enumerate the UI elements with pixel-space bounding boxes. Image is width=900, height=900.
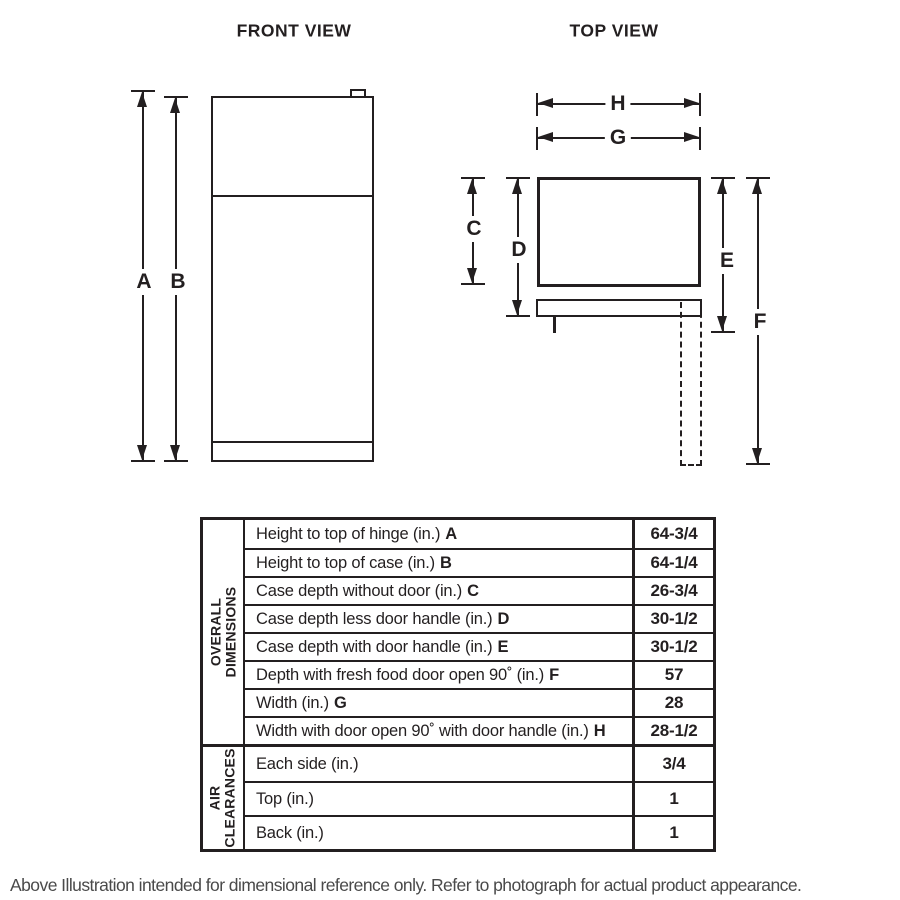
dim-c-cap-bottom xyxy=(461,283,485,285)
row-label: Back (in.) xyxy=(256,823,324,842)
row-label: Top (in.) xyxy=(256,789,314,808)
table-row xyxy=(245,660,713,688)
table-row xyxy=(245,716,713,744)
row-label: Each side (in.) xyxy=(256,754,359,773)
table-row xyxy=(245,747,713,781)
dim-g-bar-right xyxy=(699,127,701,150)
table-row xyxy=(245,688,713,716)
row-dim-letter: A xyxy=(445,524,457,543)
row-dim-letter: B xyxy=(439,553,452,572)
dim-d-cap-bottom xyxy=(506,315,530,317)
top-view-case xyxy=(537,177,701,287)
dim-c-arrowhead-down xyxy=(467,268,477,283)
table-row xyxy=(245,815,713,849)
row-label: Width with door open 90˚ with door handle (in.) xyxy=(256,721,589,740)
dim-g-arrowhead-right xyxy=(684,132,699,142)
table-row xyxy=(245,576,713,604)
row-dim-letter: G xyxy=(333,693,347,712)
row-dim-letter: E xyxy=(497,637,509,656)
dim-f-label: F xyxy=(749,309,772,335)
footer-disclaimer: Above Illustration intended for dimensional reference only. Refer to photograph for actual product appearance. xyxy=(10,875,802,895)
dim-a-label: A xyxy=(131,269,156,295)
dim-e-arrowhead-down xyxy=(717,316,727,331)
row-value: 30-1/2 xyxy=(632,606,713,632)
table-row xyxy=(245,604,713,632)
row-label: Case depth without door (in.) xyxy=(256,581,463,600)
air-clearances-header xyxy=(203,747,245,849)
dim-g-label: G xyxy=(605,125,631,151)
dim-b-label: B xyxy=(165,269,190,295)
dim-d-arrowhead-up xyxy=(512,179,522,194)
dim-h-arrowhead-left xyxy=(538,98,553,108)
dim-e-label: E xyxy=(715,248,739,274)
row-dim-letter: H xyxy=(593,721,606,740)
row-label: Case depth with door handle (in.) xyxy=(256,637,493,656)
dim-c-arrowhead-up xyxy=(467,179,477,194)
dim-f-arrowhead-down xyxy=(752,448,762,463)
open-door-dashed-outline xyxy=(680,302,702,466)
air-clearances-section xyxy=(203,744,713,849)
dim-b-arrowhead-down xyxy=(170,445,180,460)
dim-f-arrowhead-up xyxy=(752,179,762,194)
row-value: 28-1/2 xyxy=(632,718,713,744)
fridge-outline xyxy=(211,96,374,462)
row-dim-letter: F xyxy=(549,665,559,684)
row-label: Width (in.) xyxy=(256,693,329,712)
overall-dimensions-section xyxy=(203,520,713,744)
row-label: Height to top of case (in.) xyxy=(256,553,435,572)
dim-b-arrowhead-up xyxy=(170,98,180,113)
row-value: 30-1/2 xyxy=(632,634,713,660)
dim-a-arrowhead-up xyxy=(137,92,147,107)
top-view-title: TOP VIEW xyxy=(569,20,659,41)
dim-a-cap-bottom xyxy=(131,460,155,462)
dim-d-arrowhead-down xyxy=(512,300,522,315)
kick-plate-line xyxy=(213,441,372,443)
fridge-hinge xyxy=(350,89,366,98)
front-view-title: FRONT VIEW xyxy=(236,20,352,41)
overall-header-line2: DIMENSIONS xyxy=(222,586,238,678)
row-label: Depth with fresh food door open 90˚ (in.) xyxy=(256,665,545,684)
row-value: 26-3/4 xyxy=(632,578,713,604)
table-row xyxy=(245,781,713,815)
row-value: 64-3/4 xyxy=(632,520,713,548)
row-label: Case depth less door handle (in.) xyxy=(256,609,493,628)
dim-h-bar-right xyxy=(699,93,701,116)
dim-b-cap-bottom xyxy=(164,460,188,462)
row-value: 57 xyxy=(632,662,713,688)
dim-c-label: C xyxy=(461,216,486,242)
air-header-line1: AIR xyxy=(207,785,224,811)
dimensions-table xyxy=(200,517,716,852)
row-value: 1 xyxy=(632,783,713,815)
dim-e-arrowhead-up xyxy=(717,179,727,194)
row-label: Height to top of hinge (in.) xyxy=(256,524,441,543)
table-row xyxy=(245,520,713,548)
table-row xyxy=(245,548,713,576)
dim-d-label: D xyxy=(506,237,531,263)
row-value: 64-1/4 xyxy=(632,550,713,576)
row-dim-letter: C xyxy=(467,581,479,600)
top-view-door xyxy=(536,299,702,317)
dim-g-arrowhead-left xyxy=(538,132,553,142)
overall-header-line1: OVERALL xyxy=(207,597,223,667)
dim-h-arrowhead-right xyxy=(684,98,699,108)
overall-dimensions-header xyxy=(203,520,245,744)
row-value: 1 xyxy=(632,817,713,849)
row-value: 28 xyxy=(632,690,713,716)
table-row xyxy=(245,632,713,660)
dim-h-label: H xyxy=(605,91,630,117)
air-header-line2: CLEARANCES xyxy=(222,748,239,848)
dim-e-cap-bottom xyxy=(711,331,735,333)
dim-a-arrowhead-down xyxy=(137,445,147,460)
row-dim-letter: D xyxy=(497,609,510,628)
freezer-door-divider xyxy=(213,195,372,197)
row-value: 3/4 xyxy=(632,747,713,781)
dim-f-cap-bottom xyxy=(746,463,770,465)
door-handle-tick xyxy=(553,317,556,333)
